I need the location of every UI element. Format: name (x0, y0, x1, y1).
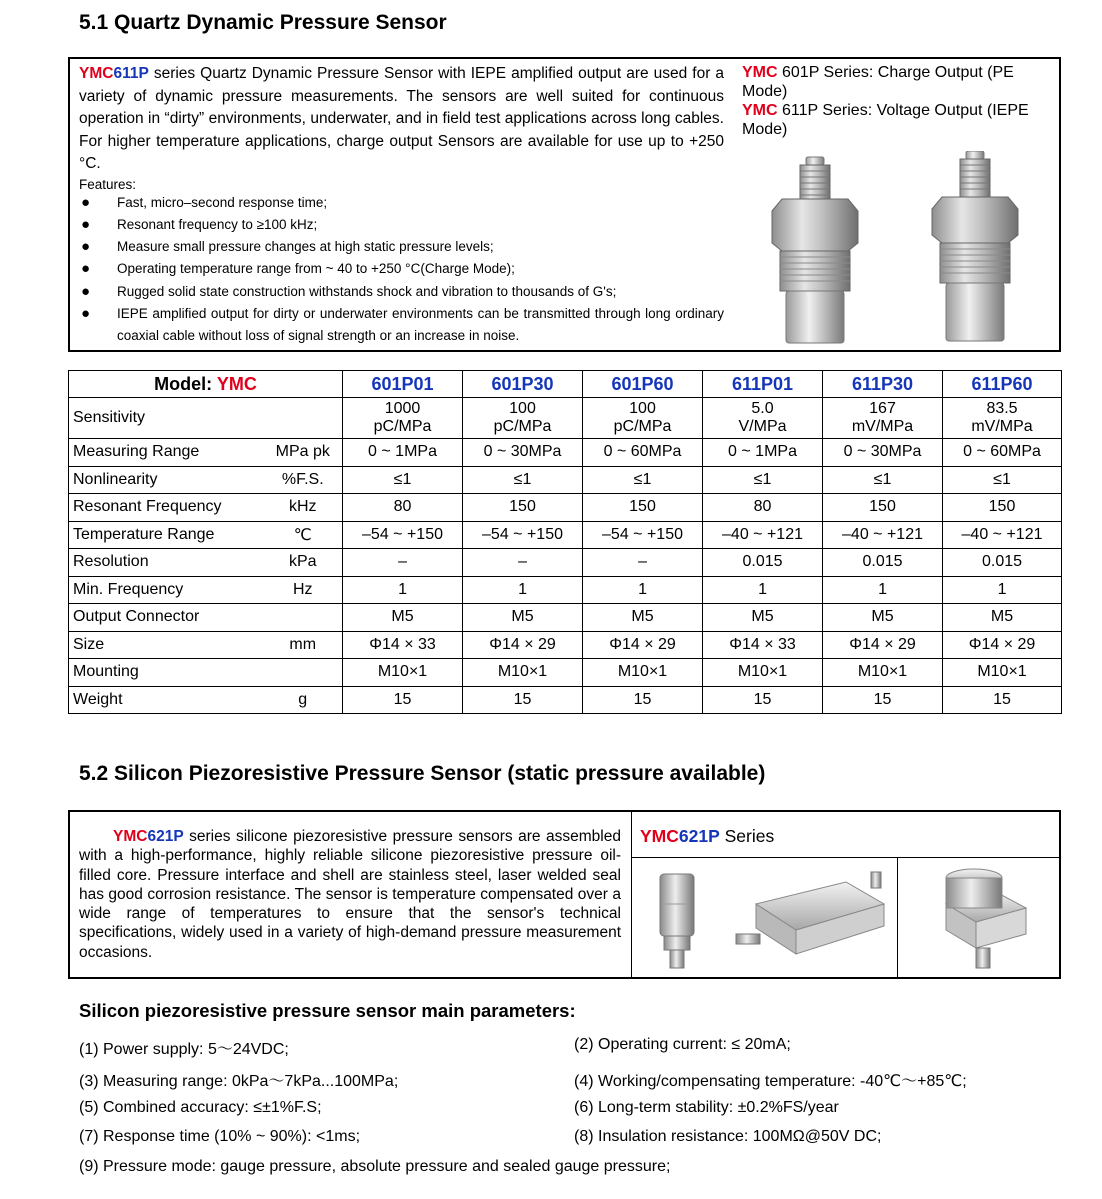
table-row (69, 576, 1062, 604)
row-label: Mounting (69, 659, 264, 687)
table-cell: 0 ~ 60MPa (583, 439, 703, 467)
table-cell: Φ14 × 29 (463, 631, 583, 659)
row-label: Measuring Range (69, 439, 264, 467)
table-cell: –40 ~ +121 (943, 521, 1062, 549)
features-list (79, 192, 724, 348)
sensor-611p-photo (932, 151, 1018, 341)
sensor-621p-mount-photo (946, 869, 1026, 968)
table-cell: 150 (583, 494, 703, 522)
table-cell: ≤1 (343, 466, 463, 494)
table-cell: 100 pC/MPa (463, 398, 583, 439)
param-item: (4) Working/compensating temperature: -40℃～+85℃; (574, 1073, 967, 1090)
table-cell: 167 mV/MPa (823, 398, 943, 439)
table-cell: Φ14 × 29 (583, 631, 703, 659)
table-cell: 0 ~ 30MPa (823, 439, 943, 467)
model-column-header: 601P30 (463, 371, 583, 398)
table-cell: 150 (463, 494, 583, 522)
table-cell: 100 pC/MPa (583, 398, 703, 439)
quartz-intro-text-block (79, 63, 724, 348)
vertical-divider (631, 812, 632, 977)
table-row (69, 439, 1062, 467)
model-column-header: 601P01 (343, 371, 463, 398)
table-header-row (69, 371, 1062, 398)
row-label: Size (69, 631, 264, 659)
table-cell: 15 (943, 686, 1062, 714)
table-cell: Φ14 × 29 (943, 631, 1062, 659)
param-item: (6) Long-term stability: ±0.2%FS/year (574, 1099, 839, 1116)
param-item: (3) Measuring range: 0kPa～7kPa...100MPa; (79, 1073, 399, 1090)
table-cell: M10×1 (823, 659, 943, 687)
row-label: Temperature Range (69, 521, 264, 549)
series-611p-label: YMC 611P Series: Voltage Output (IEPE Mode) (742, 102, 1029, 138)
table-cell: 1 (823, 576, 943, 604)
quartz-sensor-photos (760, 151, 1050, 346)
table-cell: 1 (463, 576, 583, 604)
table-cell: 0.015 (703, 549, 823, 577)
table-cell: –54 ~ +150 (463, 521, 583, 549)
quartz-intro-body: series Quartz Dynamic Pressure Sensor with IEPE amplified output are used for a variety of dynamic pressure measurements. The sensors are well suited for continuous operation in “dirty” environments, underwater, and in field test applications across long cables. For higher temperature applications, charge output Sensors are available for use up to +250 °C. (79, 65, 724, 172)
table-cell: M10×1 (463, 659, 583, 687)
table-cell: M5 (943, 604, 1062, 632)
sensor-621p-box-photo (736, 872, 884, 954)
table-row (69, 521, 1062, 549)
table-cell: Φ14 × 29 (823, 631, 943, 659)
table-cell: 1 (343, 576, 463, 604)
table-cell: 83.5 mV/MPa (943, 398, 1062, 439)
row-unit: mm (264, 631, 343, 659)
sensor-601p-photo (772, 157, 858, 343)
table-cell: M10×1 (703, 659, 823, 687)
quartz-intro-paragraph (79, 63, 724, 176)
row-unit: kPa (264, 549, 343, 577)
table-cell: 80 (343, 494, 463, 522)
row-label: Min. Frequency (69, 576, 264, 604)
series-labels (742, 63, 1054, 139)
series-621p-label: YMC621P Series (640, 826, 775, 846)
model-611p: 611P (113, 65, 149, 82)
param-item: (1) Power supply: 5～24VDC; (79, 1041, 289, 1058)
sensor-621p-cylinder-photo (660, 874, 694, 968)
bullet-icon: ● (81, 238, 91, 256)
series-601p-label: YMC 601P Series: Charge Output (PE Mode) (742, 64, 1014, 100)
feature-item: ● Rugged solid state construction withstands shock and vibration to thousands of G's; (79, 281, 724, 303)
section-5-1-title: 5.1 Quartz Dynamic Pressure Sensor (79, 11, 447, 34)
table-cell: 0.015 (823, 549, 943, 577)
row-unit: kHz (264, 494, 343, 522)
row-unit: Hz (264, 576, 343, 604)
table-cell: 150 (943, 494, 1062, 522)
table-cell: M5 (583, 604, 703, 632)
table-cell: – (343, 549, 463, 577)
table-row (69, 466, 1062, 494)
param-item: (8) Insulation resistance: 100MΩ@50V DC; (574, 1128, 882, 1145)
table-cell: ≤1 (703, 466, 823, 494)
table-cell: 5.0 V/MPa (703, 398, 823, 439)
table-cell: Φ14 × 33 (343, 631, 463, 659)
model-column-header: 601P60 (583, 371, 703, 398)
row-unit (264, 604, 343, 632)
row-unit: MPa pk (264, 439, 343, 467)
table-cell: – (583, 549, 703, 577)
model-column-header: 611P30 (823, 371, 943, 398)
table-row (69, 686, 1062, 714)
param-item: (7) Response time (10% ~ 90%): <1ms; (79, 1128, 361, 1145)
table-row (69, 631, 1062, 659)
table-cell: –54 ~ +150 (343, 521, 463, 549)
param-item: (9) Pressure mode: gauge pressure, absolute pressure and sealed gauge pressure; (79, 1158, 671, 1175)
table-row (69, 494, 1062, 522)
table-cell: 15 (343, 686, 463, 714)
table-row (69, 659, 1062, 687)
row-label: Nonlinearity (69, 466, 264, 494)
table-cell: ≤1 (463, 466, 583, 494)
table-cell: ≤1 (943, 466, 1062, 494)
row-unit: ℃ (264, 521, 343, 549)
table-cell: 80 (703, 494, 823, 522)
quartz-intro-box (68, 57, 1061, 352)
table-cell: 0 ~ 1MPa (703, 439, 823, 467)
table-cell: ≤1 (583, 466, 703, 494)
quartz-spec-table (68, 370, 1062, 714)
table-cell: ≤1 (823, 466, 943, 494)
table-cell: –40 ~ +121 (823, 521, 943, 549)
silicon-intro-paragraph: YMC621P series silicone piezoresistive pressure sensors are assembled with a high-performance, highly reliable silicone piezoresistive pressure oil-filled core. Pressure interface and shell are stainless steel, laser welded seal has good corrosion resistance. The sensor is temperature compensated over a wide range of temperatures to ensure that the sensor's technical specifications, widely used in a variety of high-demand pressure measurement occasions. (79, 828, 621, 961)
brand-ymc: YMC (79, 65, 114, 82)
table-cell: M10×1 (343, 659, 463, 687)
table-cell: – (463, 549, 583, 577)
row-unit (264, 398, 343, 439)
row-label: Output Connector (69, 604, 264, 632)
model-column-header: 611P60 (943, 371, 1062, 398)
table-cell: M5 (703, 604, 823, 632)
table-cell: 1000 pC/MPa (343, 398, 463, 439)
table-cell: 150 (823, 494, 943, 522)
table-row (69, 549, 1062, 577)
table-cell: 1 (703, 576, 823, 604)
section-5-2-title: 5.2 Silicon Piezoresistive Pressure Sensor (static pressure available) (79, 762, 766, 785)
bullet-icon: ● (81, 260, 91, 278)
feature-item: ● Fast, micro–second response time; (79, 192, 724, 214)
table-cell: –54 ~ +150 (583, 521, 703, 549)
row-label: Resonant Frequency (69, 494, 264, 522)
bullet-icon: ● (81, 304, 91, 322)
table-cell: M5 (823, 604, 943, 632)
model-column-header: 611P01 (703, 371, 823, 398)
table-row (69, 398, 1062, 439)
table-cell: 1 (583, 576, 703, 604)
feature-item: ● IEPE amplified output for dirty or underwater environments can be transmitted through long ordinary coaxial cable without loss of signal strength or an increase in noise. (81, 304, 724, 344)
params-heading: Silicon piezoresistive pressure sensor main parameters: (79, 1000, 576, 1021)
bullet-icon: ● (81, 282, 91, 300)
table-cell: 15 (703, 686, 823, 714)
table-cell: M5 (463, 604, 583, 632)
row-unit: %F.S. (264, 466, 343, 494)
row-unit (264, 659, 343, 687)
row-label: Sensitivity (69, 398, 264, 439)
table-cell: M10×1 (943, 659, 1062, 687)
param-item: (2) Operating current: ≤ 20mA; (574, 1036, 791, 1053)
row-label: Weight (69, 686, 264, 714)
table-row (69, 604, 1062, 632)
bullet-icon: ● (81, 193, 91, 211)
feature-item: ● Resonant frequency to ≥100 kHz; (79, 214, 724, 236)
silicon-intro-box (68, 810, 1061, 979)
table-cell: 1 (943, 576, 1062, 604)
table-cell: 15 (823, 686, 943, 714)
table-cell: 0 ~ 30MPa (463, 439, 583, 467)
feature-item: ● Measure small pressure changes at high static pressure levels; (79, 236, 724, 258)
row-unit: g (264, 686, 343, 714)
table-cell: Φ14 × 33 (703, 631, 823, 659)
table-cell: 0 ~ 60MPa (943, 439, 1062, 467)
table-cell: 15 (583, 686, 703, 714)
table-cell: 0 ~ 1MPa (343, 439, 463, 467)
silicon-sensor-photos (646, 864, 1056, 974)
bullet-icon: ● (81, 215, 91, 233)
table-cell: –40 ~ +121 (703, 521, 823, 549)
model-header-cell: Model: YMC (69, 371, 343, 398)
feature-item: ● Operating temperature range from ~ 40 to +250 °C(Charge Mode); (79, 258, 724, 280)
table-cell: 0.015 (943, 549, 1062, 577)
table-cell: 15 (463, 686, 583, 714)
param-item: (5) Combined accuracy: ≤±1%F.S; (79, 1099, 322, 1116)
row-label: Resolution (69, 549, 264, 577)
table-cell: M10×1 (583, 659, 703, 687)
horizontal-divider (631, 857, 1061, 858)
table-cell: M5 (343, 604, 463, 632)
features-heading: Features: (79, 176, 137, 192)
